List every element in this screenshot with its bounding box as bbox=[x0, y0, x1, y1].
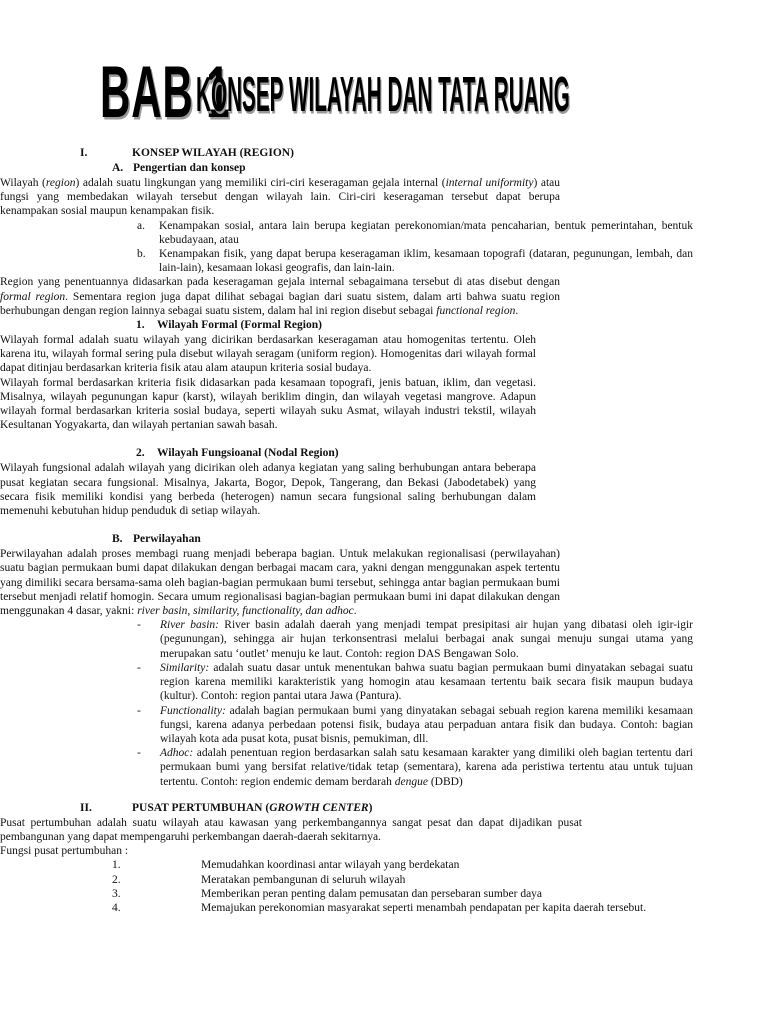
list-marker: - bbox=[137, 704, 141, 717]
subsection-heading bbox=[0, 532, 768, 547]
paragraph-region bbox=[0, 275, 560, 318]
text-run: Region yang penentuannya didasarkan pada keseragaman gejala internal sebagaimana tersebut di atas disebut dengan bbox=[0, 276, 560, 289]
list-item bbox=[133, 661, 693, 704]
italic-term: region bbox=[45, 177, 76, 189]
text-run: Wilayah ( bbox=[0, 177, 46, 189]
section-number: II. bbox=[80, 801, 92, 814]
numbered-list-item bbox=[0, 873, 768, 887]
list-text bbox=[160, 618, 693, 661]
italic-term: dengue bbox=[394, 775, 428, 788]
list-text: Memberikan peran penting dalam pemusatan dan persebaran sumber daya bbox=[201, 887, 543, 900]
list-item bbox=[133, 219, 693, 247]
text-run: Perwilayahan adalah proses membagi ruang menjadi beberapa bagian. Untuk melakukan regionalisasi (perwilayahan) suatu bagian permukaan bumi dapat dilakukan dengan berbagai macam cara, yakni dengan menggunakan aspek tertentu yang dimiliki secara bersama-sama oleh bagian-bagian permukaan bumi tersebut, sehingga antar bagian permukaan bumi tersebut menjadi relatif homogin. Secara umum regionalisasi bagian-bagian permukaan bumi ini dapat dilakukan dengan menggunakan 4 dasar, yakni: bbox=[0, 548, 560, 618]
numbered-heading bbox=[0, 318, 768, 333]
document-body bbox=[0, 146, 768, 915]
chapter-banner bbox=[100, 51, 690, 140]
list-marker: 3. bbox=[112, 887, 121, 900]
list-marker: - bbox=[137, 619, 141, 632]
list-text bbox=[160, 746, 693, 789]
functions-label: Fungsi pusat pertumbuhan : bbox=[0, 845, 129, 858]
list-text bbox=[160, 704, 693, 747]
text-run: . bbox=[353, 605, 357, 618]
text-run: ) bbox=[368, 801, 373, 814]
italic-term: GROWTH CENTER bbox=[269, 801, 369, 814]
subsection-letter: A. bbox=[112, 162, 124, 174]
list-marker: b. bbox=[137, 248, 146, 261]
subsection-title: Pengertian dan konsep bbox=[133, 162, 246, 174]
paragraph-formal-2: Wilayah formal berdasarkan kriteria fisik didasarkan pada kesamaan topografi, jenis batuan, iklim, dan vegetasi. Misalnya, wilayah pegunungan kapur (karst), wilayah beriklim dingin, dan wilayah vegetasi mangrove. Adapun wilayah formal berdasarkan kriteria sosial budaya, seperti wilayah suku Asmat, wilayah industri tekstil, wilayah Kesultanan Yogyakarta, dan wilayah pertanian sawah basah. bbox=[0, 376, 536, 432]
italic-term: Functionality: bbox=[160, 704, 226, 717]
heading-text: Wilayah Fungsioanal (Nodal Region) bbox=[157, 447, 339, 460]
italic-term: Adhoc: bbox=[160, 747, 194, 760]
paragraph-intro bbox=[0, 176, 560, 219]
text-run: . Sementara region juga dapat dilihat sebagai bagian dari suatu sistem, dalam arti bahwa suatu region berhubungan dengan region lainnya sebagai suatu sistem, dalam hal ini region disebut sebagai bbox=[0, 290, 560, 317]
heading-number: 1. bbox=[136, 319, 145, 332]
text-run: (DBD) bbox=[427, 775, 463, 788]
section-title: KONSEP WILAYAH (REGION) bbox=[132, 147, 294, 159]
text-run: PUSAT PERTUMBUHAN ( bbox=[132, 801, 270, 814]
italic-term: River basin: bbox=[160, 619, 219, 632]
heading-number: 2. bbox=[136, 447, 145, 460]
italic-term: functional region bbox=[436, 304, 516, 317]
list-item bbox=[133, 746, 693, 789]
text-run: River basin adalah daerah yang menjadi tempat presipitasi air hujan yang dibatasi oleh igir-igir (pegunungan), sehingga air hujan terkonsentrasi melalui berbagai anak sungai menuju sungai utama yang merupakan satu ‘outlet’ menuju ke laut. Contoh: region DAS Bengawan Solo. bbox=[160, 619, 694, 660]
list-text: Meratakan pembangunan di seluruh wilayah bbox=[201, 873, 406, 886]
subsection-heading bbox=[0, 161, 768, 176]
list-text: Kenampakan fisik, yang dapat berupa keseragaman iklim, kesamaan topografi (dataran, pegunungan, lembah, dan lain-lain), kesamaan lokasi geografis, dan lain-lain. bbox=[159, 248, 693, 275]
section-title bbox=[132, 801, 372, 815]
chapter-number: BAB 1 bbox=[100, 51, 231, 133]
list-text: Memajukan perekonomian masyarakat seperti menambah pendapatan per kapita daerah tersebut. bbox=[201, 901, 647, 914]
italic-term: internal uniformity bbox=[445, 177, 534, 189]
text-run: adalah suatu dasar untuk menentukan bahwa suatu bagian permukaan bumi dinyatakan sebagai suatu region karena memiliki karakteristik yang homogin atau kesamaan tertentu baik secara fisik maupun budaya (kultur). Contoh: region pantai utara Jawa (Pantura). bbox=[160, 661, 693, 703]
subsection-letter: B. bbox=[112, 533, 123, 546]
paragraph-functional: Wilayah fungsional adalah wilayah yang dicirikan oleh adanya kegiatan yang saling berhubungan antara beberapa pusat kegiatan secara fungsional. Misalnya, Jakarta, Bogor, Depok, Tangerang, dan Bekasi (Jabodetabek) yang secara fisik memiliki kondisi yang berbeda (heterogen) namun secara fungsional saling berhubungan dalam memenuhi kebutuhan hidup penduduk di setiap wilayah. bbox=[0, 462, 536, 518]
text-run: adalah penentuan region berdasarkan salah satu kesamaan karakter yang dimiliki oleh bagian tertentu dari permukaan bumi yang bersifat relative/tidak tetap (sementara), karena ada peristiwa tertentu atau untuk tujuan tertentu. Contoh: region endemic demam berdarah bbox=[160, 747, 693, 788]
paragraph-perwilayahan bbox=[0, 547, 560, 618]
text-run: adalah bagian permukaan bumi yang dinyatakan sebagai sebuah region karena memiliki kesamaan fungsi, karena adanya perbedaan potensi fisik, budaya atau perpaduan antara fisik dan budaya. Contoh: bagian wilayah kota ada pusat kota, pusat bisnis, pemukiman, dll. bbox=[160, 704, 693, 745]
list-marker: 2. bbox=[112, 873, 121, 886]
paragraph-formal-1: Wilayah formal adalah suatu wilayah yang dicirikan berdasarkan keseragaman atau homogenitas tertentu. Oleh karena itu, wilayah formal sering pula disebut wilayah seragam (uniform region). Homogenitas dari wilayah formal dapat ditinjau berdasarkan kriteria fisik atau alam ataupun kriteria sosial budaya. bbox=[0, 334, 536, 375]
section-number: I. bbox=[80, 147, 88, 159]
list-text: Memudahkan koordinasi antar wilayah yang berdekatan bbox=[201, 859, 460, 872]
list-item bbox=[133, 247, 693, 275]
italic-term: river basin, similarity, functionality, dan adhoc bbox=[137, 605, 354, 618]
italic-term: formal region bbox=[0, 290, 66, 303]
subsection-title: Perwilayahan bbox=[133, 533, 201, 546]
text-run: ) adalah suatu lingkungan yang memiliki ciri-ciri keseragaman gejala internal ( bbox=[75, 177, 446, 189]
text-run: ) atau fungsi yang membedakan wilayah tersebut dengan wilayah lain. Ciri-ciri keseragaman tersebut dapat berupa kenampakan sosial maupun kenampakan fisik. bbox=[0, 177, 561, 218]
chapter-title: KONSEP WILAYAH DAN TATA RUANG bbox=[196, 67, 570, 122]
list-marker: a. bbox=[137, 219, 145, 232]
numbered-heading bbox=[0, 446, 768, 461]
section-heading bbox=[0, 801, 768, 816]
list-text: Kenampakan sosial, antara lain berupa kegiatan perekonomian/mata pencaharian, bentuk pemerintahan, bentuk kebudayaan, atau bbox=[159, 219, 693, 246]
list-marker: - bbox=[137, 661, 141, 674]
list-text bbox=[160, 661, 693, 704]
section-heading bbox=[0, 146, 768, 161]
list-marker: 4. bbox=[112, 901, 121, 914]
text-run: . bbox=[515, 304, 519, 317]
numbered-list-item bbox=[0, 901, 768, 915]
list-marker: - bbox=[137, 747, 141, 760]
paragraph-growth-center: Pusat pertumbuhan adalah suatu wilayah atau kawasan yang perkembangannya sangat pesat dan dapat dijadikan pusat pembangunan yang dapat mempengaruhi perkembangan daerah-daerah sekitarnya. bbox=[0, 816, 582, 843]
numbered-list-item bbox=[0, 858, 768, 872]
numbered-list-item bbox=[0, 887, 768, 901]
heading-text: Wilayah Formal (Formal Region) bbox=[157, 319, 322, 332]
italic-term: Similarity: bbox=[160, 661, 210, 674]
list-marker: 1. bbox=[112, 859, 121, 872]
list-item bbox=[133, 618, 693, 661]
list-item bbox=[133, 704, 693, 747]
